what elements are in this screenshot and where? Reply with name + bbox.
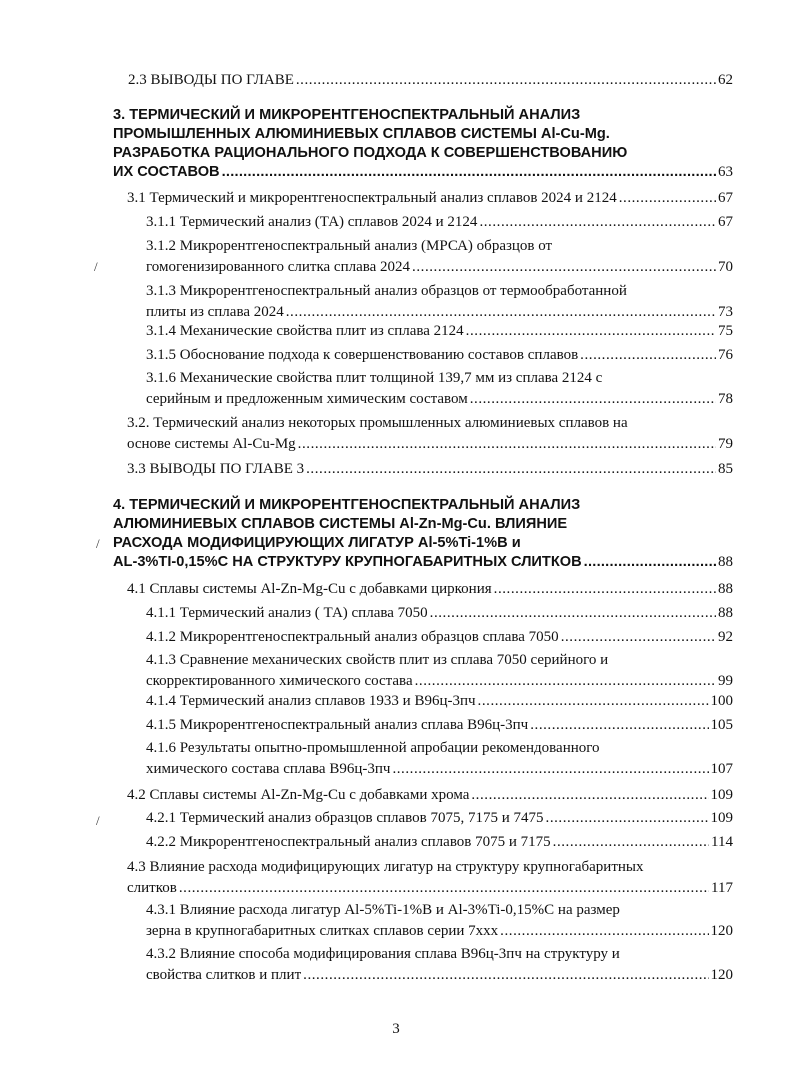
- toc-entry-3-3[interactable]: [127, 459, 733, 480]
- toc-page-number: 88: [718, 581, 733, 597]
- toc-chapter-4[interactable]: [113, 496, 733, 572]
- dot-leader: [530, 715, 708, 736]
- dot-leader: [619, 188, 716, 209]
- chapter-title-line: ПРОМЫШЛЕННЫХ АЛЮМИНИЕВЫХ СПЛАВОВ СИСТЕМЫ Al-Cu-Mg.: [113, 126, 610, 142]
- toc-entry-3-1-4[interactable]: [146, 321, 733, 342]
- toc-entry-4-2[interactable]: [127, 785, 733, 806]
- dot-leader: [584, 553, 716, 572]
- dot-leader: [470, 389, 716, 410]
- margin-mark: /: [96, 536, 100, 551]
- margin-mark: /: [96, 813, 100, 828]
- toc-entry-title: зерна в крупногабаритных слитках сплавов серии 7ххх: [146, 923, 499, 939]
- toc-entry-4-3[interactable]: [127, 857, 733, 899]
- toc-entry-title: гомогенизированного слитка сплава 2024: [146, 259, 411, 275]
- dot-leader: [306, 459, 716, 480]
- toc-entry-3-2[interactable]: [127, 413, 733, 455]
- toc-page-number: 78: [718, 391, 733, 407]
- toc-page-number: 67: [718, 214, 733, 230]
- toc-page-number: 92: [718, 629, 733, 645]
- toc-entry-4-2-1[interactable]: [146, 808, 733, 829]
- dot-leader: [286, 302, 716, 323]
- toc-page-number: 109: [710, 787, 733, 803]
- toc-entry-3-1-2[interactable]: [146, 236, 733, 278]
- toc-page-number: 62: [718, 72, 733, 88]
- toc-page-number: 88: [718, 554, 733, 570]
- toc-entry-4-1-6[interactable]: [146, 738, 733, 780]
- toc-entry-4-1-3[interactable]: [146, 650, 733, 692]
- dot-leader: [478, 691, 709, 712]
- toc-entry-title: скорректированного химического состава: [146, 673, 413, 689]
- toc-entry-title: 3.1.2 Микрорентгеноспектральный анализ (МРСА) образцов от: [146, 238, 553, 254]
- toc-chapter-3[interactable]: [113, 106, 733, 182]
- toc-entry-title: 4.1.6 Результаты опытно-промышленной апробации рекомендованного: [146, 740, 600, 756]
- toc-entry-3-1-3[interactable]: [146, 281, 733, 323]
- toc-entry-title: 3.2. Термический анализ некоторых промышленных алюминиевых сплавов на: [127, 415, 628, 431]
- toc-entry-4-3-1[interactable]: [146, 900, 733, 942]
- dot-leader: [296, 70, 716, 91]
- toc-entry-3-1[interactable]: [127, 188, 733, 209]
- toc-entry-title: 4.3.2 Влияние способа модифицирования сплава В96ц-3пч на структуру и: [146, 946, 620, 962]
- toc-entry-title: 3.1.1 Термический анализ (ТА) сплавов 2024 и 2124: [146, 214, 478, 230]
- toc-page-number: 117: [711, 880, 733, 896]
- toc-page-number: 76: [718, 347, 733, 363]
- dot-leader: [479, 212, 716, 233]
- toc-entry-3-1-1[interactable]: [146, 212, 733, 233]
- dot-leader: [494, 579, 716, 600]
- toc-entry-title: плиты из сплава 2024: [146, 304, 284, 320]
- toc-entry-title: 3.1.5 Обоснование подхода к совершенствованию составов сплавов: [146, 347, 579, 363]
- chapter-title-line: РАСХОДА МОДИФИЦИРУЮЩИХ ЛИГАТУР Al-5%Ti-1%B и: [113, 535, 521, 551]
- page-number: 3: [392, 1021, 400, 1037]
- toc-entry-title: 3.1.3 Микрорентгеноспектральный анализ образцов от термообработанной: [146, 283, 627, 299]
- chapter-title-line: АЛЮМИНИЕВЫХ СПЛАВОВ СИСТЕМЫ Al-Zn-Mg-Cu. ВЛИЯНИЕ: [113, 516, 568, 532]
- dot-leader: [500, 921, 708, 942]
- toc-entry-title: 4.1.4 Термический анализ сплавов 1933 и В96ц-3пч: [146, 693, 476, 709]
- toc-entry-title: 4.2.1 Термический анализ образцов сплавов 7075, 7175 и 7475: [146, 810, 544, 826]
- toc-entry-title: слитков: [127, 880, 177, 896]
- toc-entry-title: 3.1 Термический и микрорентгеноспектральный анализ сплавов 2024 и 2124: [127, 190, 617, 206]
- toc-entry-title: серийным и предложенным химическим составом: [146, 391, 468, 407]
- toc-entry-4-1-4[interactable]: [146, 691, 733, 712]
- toc-page-number: 73: [718, 304, 733, 320]
- margin-mark: /: [94, 259, 98, 274]
- toc-page-number: 79: [718, 436, 733, 452]
- toc-entry-4-1[interactable]: [127, 579, 733, 600]
- toc-page-number: 120: [710, 923, 733, 939]
- toc-entry-2-3[interactable]: [128, 70, 733, 91]
- toc-entry-4-2-2[interactable]: [146, 832, 733, 853]
- toc-entry-title: 4.2.2 Микрорентгеноспектральный анализ сплавов 7075 и 7175: [146, 834, 551, 850]
- dot-leader: [179, 878, 709, 899]
- toc-entry-title: 4.1.3 Сравнение механических свойств плит из сплава 7050 серийного и: [146, 652, 609, 668]
- toc-page-number: 67: [718, 190, 733, 206]
- toc-entry-3-1-6[interactable]: [146, 368, 733, 410]
- dot-leader: [222, 163, 716, 182]
- dot-leader: [303, 965, 708, 986]
- chapter-title-line: 4. ТЕРМИЧЕСКИЙ И МИКРОРЕНТГЕНОСПЕКТРАЛЬНЫЙ АНАЛИЗ: [113, 497, 581, 513]
- chapter-title-line: ИХ СОСТАВОВ: [113, 164, 220, 180]
- toc-page-number: 88: [718, 605, 733, 621]
- toc-entry-4-1-1[interactable]: [146, 603, 733, 624]
- toc-entry-title: 4.1.5 Микрорентгеноспектральный анализ сплава В96ц-3пч: [146, 717, 529, 733]
- toc-page-number: 70: [718, 259, 733, 275]
- dot-leader: [546, 808, 709, 829]
- toc-page-number: 75: [718, 323, 733, 339]
- toc-entry-title: 2.3 ВЫВОДЫ ПО ГЛАВЕ: [128, 72, 294, 88]
- toc-page-number: 105: [710, 717, 733, 733]
- toc-entry-title: 4.1.2 Микрорентгеноспектральный анализ образцов сплава 7050: [146, 629, 559, 645]
- toc-entry-3-1-5[interactable]: [146, 345, 733, 366]
- toc-entry-4-1-2[interactable]: [146, 627, 733, 648]
- dot-leader: [392, 759, 708, 780]
- toc-entry-title: 4.2 Сплавы системы Al-Zn-Mg-Cu с добавками хрома: [127, 787, 470, 803]
- toc-page-number: 114: [711, 834, 733, 850]
- toc-entry-4-1-5[interactable]: [146, 715, 733, 736]
- dot-leader: [298, 434, 716, 455]
- dot-leader: [430, 603, 716, 624]
- toc-entry-title: свойства слитков и плит: [146, 967, 302, 983]
- toc-page-number: 109: [710, 810, 733, 826]
- dot-leader: [580, 345, 716, 366]
- dot-leader: [561, 627, 716, 648]
- toc-page-number: 85: [718, 461, 733, 477]
- chapter-title-line: AL-3%TI-0,15%C НА СТРУКТУРУ КРУПНОГАБАРИТНЫХ СЛИТКОВ: [113, 554, 582, 570]
- chapter-title-line: РАЗРАБОТКА РАЦИОНАЛЬНОГО ПОДХОДА К СОВЕРШЕНСТВОВАНИЮ: [113, 145, 628, 161]
- toc-page-number: 99: [718, 673, 733, 689]
- chapter-title-line: 3. ТЕРМИЧЕСКИЙ И МИКРОРЕНТГЕНОСПЕКТРАЛЬНЫЙ АНАЛИЗ: [113, 107, 581, 123]
- toc-entry-title: 4.1 Сплавы системы Al-Zn-Mg-Cu с добавками циркония: [127, 581, 492, 597]
- toc-entry-title: 4.3 Влияние расхода модифицирующих лигатур на структуру крупногабаритных: [127, 859, 644, 875]
- dot-leader: [415, 671, 716, 692]
- toc-entry-4-3-2[interactable]: [146, 944, 733, 986]
- dot-leader: [553, 832, 709, 853]
- toc-entry-title: 3.1.6 Механические свойства плит толщиной 139,7 мм из сплава 2124 с: [146, 370, 603, 386]
- dot-leader: [412, 257, 716, 278]
- toc-page-number: 100: [710, 693, 733, 709]
- toc-page-number: 63: [718, 164, 733, 180]
- dot-leader: [471, 785, 708, 806]
- toc-entry-title: химического состава сплава В96ц-3пч: [146, 761, 391, 777]
- dot-leader: [466, 321, 716, 342]
- toc-entry-title: 4.3.1 Влияние расхода лигатур Al-5%Ti-1%B и Al-3%Ti-0,15%C на размер: [146, 902, 620, 918]
- toc-entry-title: 4.1.1 Термический анализ ( ТА) сплава 7050: [146, 605, 428, 621]
- toc-entry-title: основе системы Al-Cu-Mg: [127, 436, 296, 452]
- toc-entry-title: 3.3 ВЫВОДЫ ПО ГЛАВЕ 3: [127, 461, 305, 477]
- toc-page-number: 107: [710, 761, 733, 777]
- toc-page-number: 120: [710, 967, 733, 983]
- toc-entry-title: 3.1.4 Механические свойства плит из сплава 2124: [146, 323, 464, 339]
